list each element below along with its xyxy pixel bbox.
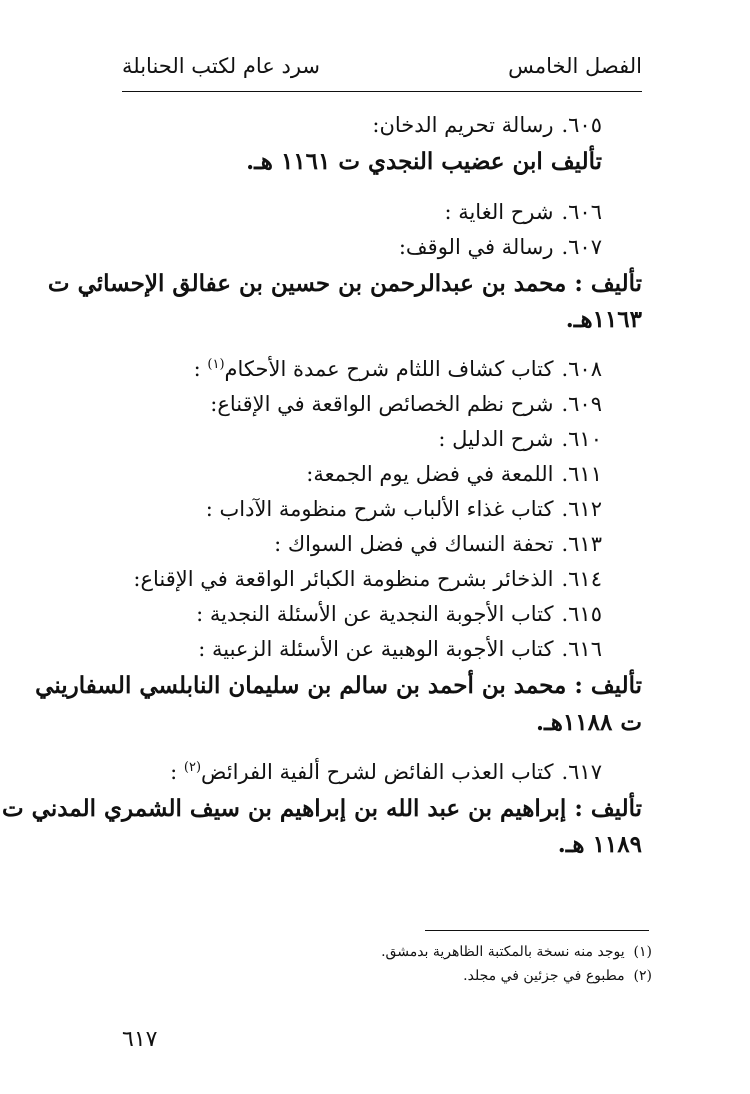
footnote-text: يوجد منه نسخة بالمكتبة الظاهرية بدمشق.: [381, 944, 625, 960]
author-death-date: ١١٨٩ هـ.: [557, 831, 642, 858]
author-death-date: ت ١١٨٨هـ.: [536, 709, 642, 736]
entry-number: ٦٠٥.: [561, 113, 602, 137]
entry-title: رسالة في الوقف:: [398, 235, 554, 259]
author-line: [47, 270, 642, 297]
running-header: [122, 48, 642, 88]
entry-title: كتاب غذاء الألباب شرح منظومة الآداب :: [205, 497, 554, 521]
entry-colon: :: [170, 760, 184, 784]
entry-number: ٦٠٧.: [561, 235, 602, 259]
entry-615: [196, 602, 602, 626]
chapter-title: الفصل الخامس: [508, 54, 642, 78]
footnote-ref: (١): [207, 357, 225, 372]
entry-title: شرح الدليل :: [438, 427, 554, 451]
footnote-text: مطبوع في جزئين في مجلد.: [463, 968, 625, 984]
entry-colon: :: [193, 357, 208, 381]
entry-title: كتاب كشاف اللثام شرح عمدة الأحكام: [224, 357, 554, 381]
entry-number: ٦١٣.: [561, 532, 602, 556]
footnote-mark: (١): [633, 944, 652, 960]
author-name: محمد بن عبدالرحمن بن حسين بن عفالق الإحسائي ت: [47, 270, 567, 297]
author-label: تأليف :: [574, 672, 642, 699]
entry-616: [198, 637, 602, 661]
entry-number: ٦١٠.: [561, 427, 602, 451]
entry-number: ٦١٧.: [561, 760, 602, 784]
entry-number: ٦٠٦.: [561, 200, 602, 224]
footnote-2: [463, 968, 652, 984]
author-line: [2, 795, 642, 822]
entry-title: كتاب الأجوبة الوهبية عن الأسئلة الزعبية :: [198, 637, 554, 661]
author-label: تأليف :: [574, 795, 642, 822]
footnote-mark: (٢): [633, 968, 652, 984]
entry-number: ٦١١.: [561, 462, 602, 486]
author-death-date: ١١٦٣هـ.: [565, 306, 642, 333]
entry-title: شرح الغاية :: [444, 200, 554, 224]
author-label: تأليف: [550, 148, 602, 175]
entry-609: [210, 392, 602, 416]
entry-title: تحفة النساك في فضل السواك :: [274, 532, 554, 556]
author-name: محمد بن أحمد بن سالم بن سليمان النابلسي السفاريني: [35, 672, 567, 699]
entry-607: [399, 235, 602, 259]
entry-number: ٦٠٩.: [561, 392, 602, 416]
header-divider: [122, 91, 642, 92]
entry-612: [206, 497, 602, 521]
author-line: [246, 148, 602, 175]
entry-title: الذخائر بشرح منظومة الكبائر الواقعة في الإقناع:: [133, 567, 554, 591]
entry-number: ٦١٥.: [561, 602, 602, 626]
entry-617: [170, 760, 602, 784]
entry-number: ٦٠٨.: [561, 357, 602, 381]
entry-number: ٦١٤.: [561, 567, 602, 591]
entry-number: ٦١٦.: [561, 637, 602, 661]
entry-610: [438, 427, 602, 451]
entry-611: [306, 462, 602, 486]
entry-605: [372, 113, 602, 137]
footnote-divider: [425, 930, 649, 931]
author-name: ابن عضيب النجدي ت ١١٦١ هـ.: [246, 148, 543, 175]
footnote-1: [381, 944, 652, 960]
entry-title: كتاب العذب الفائض لشرح ألفية الفرائض: [201, 760, 554, 784]
entry-number: ٦١٢.: [561, 497, 602, 521]
footnote-ref: (٢): [183, 760, 202, 775]
entry-title: شرح نظم الخصائص الواقعة في الإقناع:: [210, 392, 554, 416]
entry-613: [274, 532, 602, 556]
entry-title: اللمعة في فضل يوم الجمعة:: [306, 462, 554, 486]
author-name: إبراهيم بن عبد الله بن إبراهيم بن سيف الشمري المدني ت: [2, 795, 567, 822]
entry-608: [194, 357, 602, 381]
entry-614: [133, 567, 602, 591]
author-label: تأليف :: [574, 270, 642, 297]
author-line: [35, 672, 642, 699]
page-number: ٦١٧: [122, 1027, 158, 1052]
entry-606: [444, 200, 602, 224]
entry-title: كتاب الأجوبة النجدية عن الأسئلة النجدية :: [196, 602, 554, 626]
entry-title: رسالة تحريم الدخان:: [372, 113, 554, 137]
section-title: سرد عام لكتب الحنابلة: [122, 54, 321, 78]
